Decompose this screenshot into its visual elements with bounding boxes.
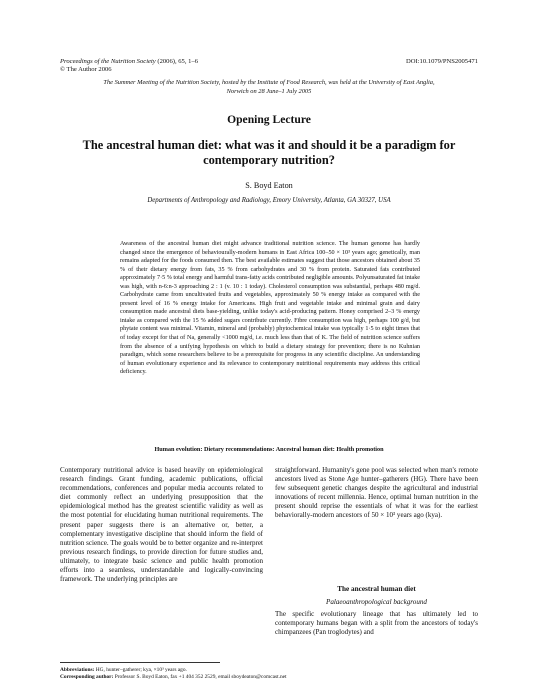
body-paragraph: straightforward. Humanity's gene pool was selected when man's remote ancestors lived as Stone Age hunter–gatherers (HG). There have been few subsequent genetic changes despite the agricultural and industrial innovations of recent millennia. Hence, optimal human nutrition in the present should reprise the essentials of what it was for the earliest behaviorally-modern ancestors of 50 × 10³ years ago (kya). <box>275 466 478 520</box>
abbreviations-label: Abbreviations: <box>60 667 95 673</box>
footnote-rule <box>60 662 220 663</box>
body-right-column-continued <box>275 610 478 637</box>
corresponding-author-footnote <box>60 674 287 681</box>
meeting-note-line-2: Norwich on 28 June–1 July 2005 <box>226 88 312 95</box>
section-heading: The ancestral human diet <box>337 585 416 593</box>
body-paragraph: Contemporary nutritional advice is based heavily on epidemiological research findings. Grant funding, academic publications, official recommendations, conferences and popular media accounts related to diet commonly reflect an underlying presupposition that the epidemiological method has the greatest scientific validity as well as the most potential for elucidating human nutritional requirements. The present paper suggests there is an alternative or, better, a complementary investigative discipline that should inform the field of nutrition science. The goals would be to better organize and re-interpret previous research findings, to provide direction for future studies and, ultimately, to integrate basic science and public health promotion efforts into a seamless, understandable and logically-convincing framework. The underlying principles are <box>60 466 263 584</box>
meeting-note-line-1: The Summer Meeting of the Nutrition Society, hosted by the Institute of Food Research, was held at the University of East Anglia, <box>103 79 435 86</box>
journal-citation <box>60 58 198 66</box>
corresponding-author-label: Corresponding author: <box>60 674 114 680</box>
doi: DOI:10.1079/PNS2005471 <box>406 58 478 65</box>
journal-name: Proceedings of the Nutrition Society <box>60 58 156 65</box>
body-left-column <box>60 466 263 584</box>
corresponding-author-text: Professor S. Boyd Eaton, fax +1 404 352 2529, email sboydeaton@comcast.net <box>114 674 287 680</box>
abstract: Awareness of the ancestral human diet might advance traditional nutrition science. The human genome has hardly changed since the emergence of behaviourally-modern humans in East Africa 100–50 × 10³ years ago; genetically, man remains adapted for the foods consumed then. The best available estimates suggest that those ancestors obtained about 35 % of their dietary energy from fats, 35 % from carbohydrates and 30 % from protein. Saturated fats contributed approximately 7·5 % total energy and harmful trans-fatty acids contributed negligible amounts. Polyunsaturated fat intake was high, with n-6:n-3 approaching 2 : 1 (v. 10 : 1 today). Cholesterol consumption was substantial, perhaps 480 mg/d. Carbohydrate came from uncultivated fruits and vegetables, approximately 50 % energy intake as compared with the present level of 16 % energy intake for Americans. High fruit and vegetable intake and minimal grain and dairy consumption made ancestral diets base-yielding, unlike today's acid-producing pattern. Honey comprised 2–3 % energy intake as compared with the 15 % added sugars contribute currently. Fibre consumption was high, perhaps 100 g/d, but phytate content was minimal. Vitamin, mineral and (probably) phytochemical intake was typically 1·5 to eight times that of today except for that of Na, generally <1000 mg/d, i.e. much less than that of K. The field of nutrition science suffers from the absence of a unifying hypothesis on which to build a dietary strategy for prevention; there is no Kuhnian paradigm, which some researchers believe to be a prerequisite for progress in any scientific discipline. An understanding of human evolutionary experience and its relevance to contemporary nutritional requirements may address this critical deficiency. <box>120 241 420 376</box>
subsection-heading: Palaeoanthropological background <box>326 598 427 606</box>
lecture-label: Opening Lecture <box>227 113 311 126</box>
abbreviations-text: HG, hunter–gatherer; kya, ×10³ years ago. <box>95 667 187 673</box>
copyright-line: © The Author 2006 <box>60 66 112 73</box>
author-name: S. Boyd Eaton <box>245 181 293 190</box>
author-affiliation: Departments of Anthropology and Radiology, Emory University, Atlanta, GA 30327, USA <box>147 197 391 204</box>
abbreviations-footnote <box>60 667 187 674</box>
journal-volume-pages: (2006), 65, 1–6 <box>157 58 199 65</box>
paper-title: The ancestral human diet: what was it and should it be a paradigm for contemporary nutrition? <box>82 138 456 167</box>
body-paragraph: The specific evolutionary lineage that has ultimately led to contemporary humans began with a split from the ancestors of today's chimpanzees (Pan troglodytes) and <box>275 610 478 637</box>
body-right-column <box>275 466 478 521</box>
keywords: Human evolution: Dietary recommendations: Ancestral human diet: Health promotion <box>154 446 384 453</box>
meeting-note <box>60 78 478 96</box>
